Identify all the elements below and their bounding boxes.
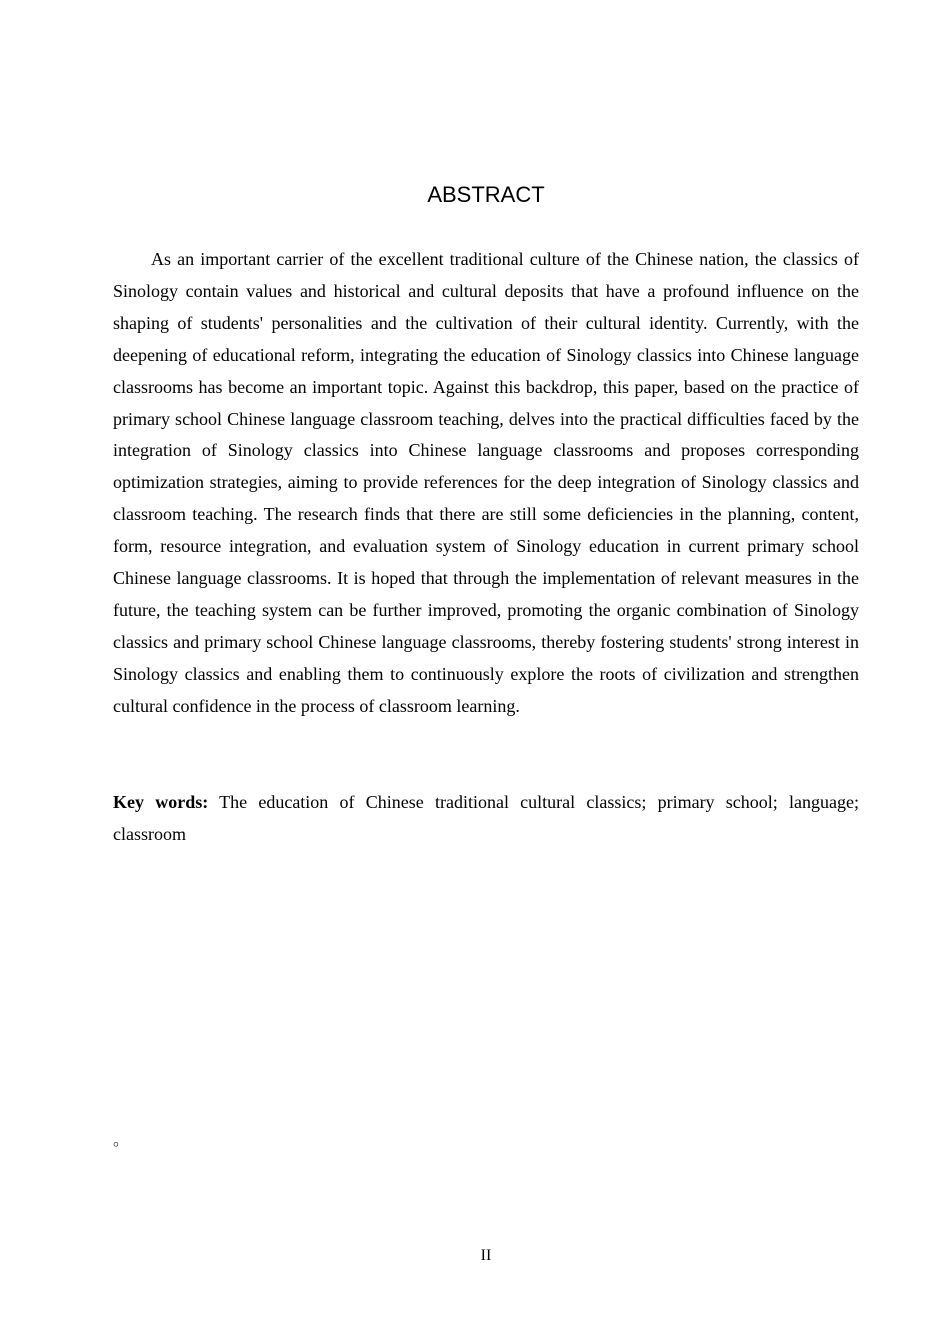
page-number: II xyxy=(480,1247,492,1264)
abstract-title: ABSTRACT xyxy=(427,182,545,207)
keywords-paragraph xyxy=(113,787,859,851)
stray-punctuation-mark: 。 xyxy=(113,1130,130,1149)
keywords-text: The education of Chinese traditional cultural classics; primary school; language; classroom xyxy=(113,792,859,844)
abstract-paragraph: As an important carrier of the excellent traditional culture of the Chinese nation, the classics of Sinology contain values and historical and cultural deposits that have a profound influence on the shaping of students' personalities and the cultivation of their cultural identity. Currently, with the deepening of educational reform, integrating the education of Sinology classics into Chinese language classrooms has become an important topic. Against this backdrop, this paper, based on the practice of primary school Chinese language classroom teaching, delves into the practical difficulties faced by the integration of Sinology classics into Chinese language classrooms and proposes corresponding optimization strategies, aiming to provide references for the deep integration of Sinology classics and classroom teaching. The research finds that there are still some deficiencies in the planning, content, form, resource integration, and evaluation system of Sinology education in current primary school Chinese language classrooms. It is hoped that through the implementation of relevant measures in the future, the teaching system can be further improved, promoting the organic combination of Sinology classics and primary school Chinese language classrooms, thereby fostering students' strong interest in Sinology classics and enabling them to continuously explore the roots of civilization and strengthen cultural confidence in the process of classroom learning. xyxy=(113,249,859,716)
keywords-label: Key words: xyxy=(113,792,209,812)
